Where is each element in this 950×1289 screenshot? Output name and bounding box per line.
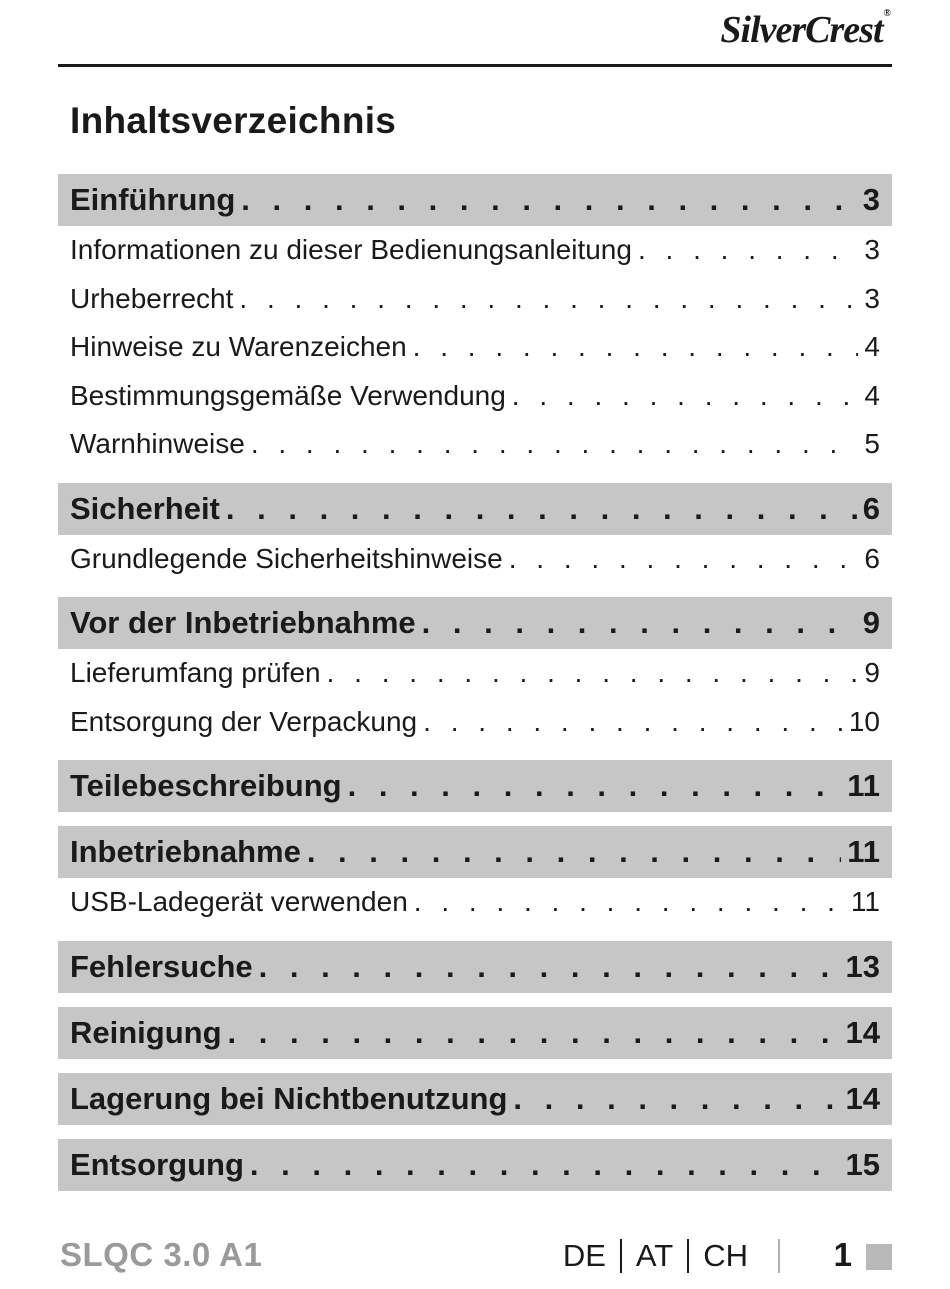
toc-entry-label: Hinweise zu Warenzeichen bbox=[70, 331, 407, 362]
toc-entry-label: Warnhinweise bbox=[70, 428, 245, 459]
toc-entry-page: 11 bbox=[850, 886, 880, 917]
toc-leader-dots bbox=[513, 1073, 839, 1125]
toc-entry-page: 4 bbox=[864, 331, 880, 362]
toc-section-heading[interactable] bbox=[58, 760, 892, 812]
toc-leader-dots bbox=[239, 275, 858, 324]
table-of-contents bbox=[58, 174, 892, 1191]
brand-logo bbox=[720, 8, 890, 52]
toc-leader-dots bbox=[509, 535, 859, 584]
language-divider bbox=[687, 1239, 689, 1273]
toc-entry-page: 3 bbox=[864, 234, 880, 265]
section-spacer bbox=[58, 469, 892, 483]
toc-section-page: 15 bbox=[845, 1146, 880, 1182]
toc-leader-dots bbox=[226, 483, 857, 535]
toc-leader-dots bbox=[228, 1007, 840, 1059]
page-divider bbox=[778, 1239, 780, 1273]
page-marker-square bbox=[866, 1244, 892, 1270]
toc-section-page: 6 bbox=[862, 490, 880, 526]
toc-leader-dots bbox=[251, 420, 859, 469]
toc-section-heading[interactable] bbox=[58, 174, 892, 226]
toc-leader-dots bbox=[259, 941, 840, 993]
toc-entry-label: Bestimmungsgemäße Verwendung bbox=[70, 379, 506, 411]
section-spacer bbox=[58, 746, 892, 760]
toc-entry[interactable] bbox=[58, 535, 892, 584]
toc-entry[interactable] bbox=[58, 275, 892, 324]
toc-entry-label: Entsorgung der Verpackung bbox=[70, 705, 418, 737]
section-spacer bbox=[58, 583, 892, 597]
toc-entry[interactable] bbox=[58, 323, 892, 372]
language-code: AT bbox=[635, 1238, 674, 1273]
toc-entry[interactable] bbox=[58, 698, 892, 747]
toc-entry-page: 10 bbox=[848, 705, 880, 737]
toc-entry[interactable] bbox=[58, 420, 892, 469]
toc-leader-dots bbox=[327, 649, 859, 698]
toc-section-title: Einführung bbox=[70, 182, 236, 217]
page-number: 1 bbox=[833, 1236, 852, 1273]
toc-section-title: Entsorgung bbox=[70, 1146, 244, 1182]
toc-entry-label: Grundlegende Sicherheitshinweise bbox=[70, 542, 503, 574]
section-spacer bbox=[58, 927, 892, 941]
toc-section-heading[interactable] bbox=[58, 941, 892, 993]
toc-leader-dots bbox=[638, 226, 858, 275]
toc-entry-label: Lieferumfang prüfen bbox=[70, 657, 321, 688]
page-title: Inhaltsverzeichnis bbox=[70, 100, 397, 141]
language-codes bbox=[563, 1238, 804, 1274]
model-number: SLQC 3.0 A1 bbox=[60, 1236, 263, 1273]
toc-entry[interactable] bbox=[58, 649, 892, 698]
toc-section-title: Sicherheit bbox=[70, 490, 220, 526]
toc-section-heading[interactable] bbox=[58, 483, 892, 535]
toc-entry-label: Informationen zu dieser Bedienungsanleitung bbox=[70, 234, 632, 265]
toc-section-title: Teilebeschreibung bbox=[70, 768, 342, 803]
toc-section-page: 14 bbox=[845, 1014, 880, 1050]
section-spacer bbox=[58, 1125, 892, 1139]
toc-leader-dots bbox=[423, 698, 843, 747]
toc-section-page: 3 bbox=[862, 182, 880, 217]
toc-section-title: Lagerung bei Nichtbenutzung bbox=[70, 1080, 508, 1116]
toc-section-page: 9 bbox=[862, 605, 880, 640]
toc-section-heading[interactable] bbox=[58, 1073, 892, 1125]
toc-entry-page: 6 bbox=[864, 542, 880, 574]
toc-leader-dots bbox=[414, 878, 845, 927]
toc-section-title: Inbetriebnahme bbox=[70, 834, 301, 869]
toc-section-heading[interactable] bbox=[58, 1139, 892, 1191]
toc-entry[interactable] bbox=[58, 878, 892, 927]
toc-section-heading[interactable] bbox=[58, 597, 892, 649]
section-spacer bbox=[58, 1059, 892, 1073]
toc-section-title: Fehlersuche bbox=[70, 948, 253, 984]
brand-name: SilverCrest bbox=[720, 9, 883, 51]
toc-leader-dots bbox=[422, 597, 857, 649]
toc-entry[interactable] bbox=[58, 226, 892, 275]
toc-section-title: Vor der Inbetriebnahme bbox=[70, 605, 416, 640]
toc-section-heading[interactable] bbox=[58, 826, 892, 878]
language-divider bbox=[620, 1239, 622, 1273]
toc-entry-page: 5 bbox=[864, 428, 880, 459]
toc-entry-page: 3 bbox=[864, 282, 880, 314]
toc-entry-label: Urheberrecht bbox=[70, 282, 234, 314]
section-spacer bbox=[58, 993, 892, 1007]
toc-leader-dots bbox=[250, 1139, 840, 1191]
toc-section-page: 13 bbox=[845, 948, 880, 984]
page-footer bbox=[58, 1232, 892, 1282]
language-code: DE bbox=[562, 1238, 606, 1273]
toc-leader-dots bbox=[413, 323, 859, 372]
toc-section-page: 14 bbox=[845, 1080, 880, 1116]
toc-leader-dots bbox=[241, 174, 856, 226]
header-rule bbox=[58, 64, 892, 67]
toc-section-page: 11 bbox=[847, 768, 880, 803]
toc-entry-page: 4 bbox=[864, 379, 880, 411]
toc-entry-label: USB-Ladegerät verwenden bbox=[70, 886, 408, 917]
toc-leader-dots bbox=[348, 760, 842, 812]
registered-mark: ® bbox=[883, 8, 890, 19]
toc-leader-dots bbox=[512, 372, 859, 421]
toc-section-page: 11 bbox=[847, 834, 880, 869]
toc-leader-dots bbox=[307, 826, 841, 878]
section-spacer bbox=[58, 812, 892, 826]
toc-entry[interactable] bbox=[58, 372, 892, 421]
toc-section-title: Reinigung bbox=[70, 1014, 222, 1050]
toc-section-heading[interactable] bbox=[58, 1007, 892, 1059]
language-code: CH bbox=[703, 1238, 748, 1273]
toc-entry-page: 9 bbox=[864, 657, 880, 688]
